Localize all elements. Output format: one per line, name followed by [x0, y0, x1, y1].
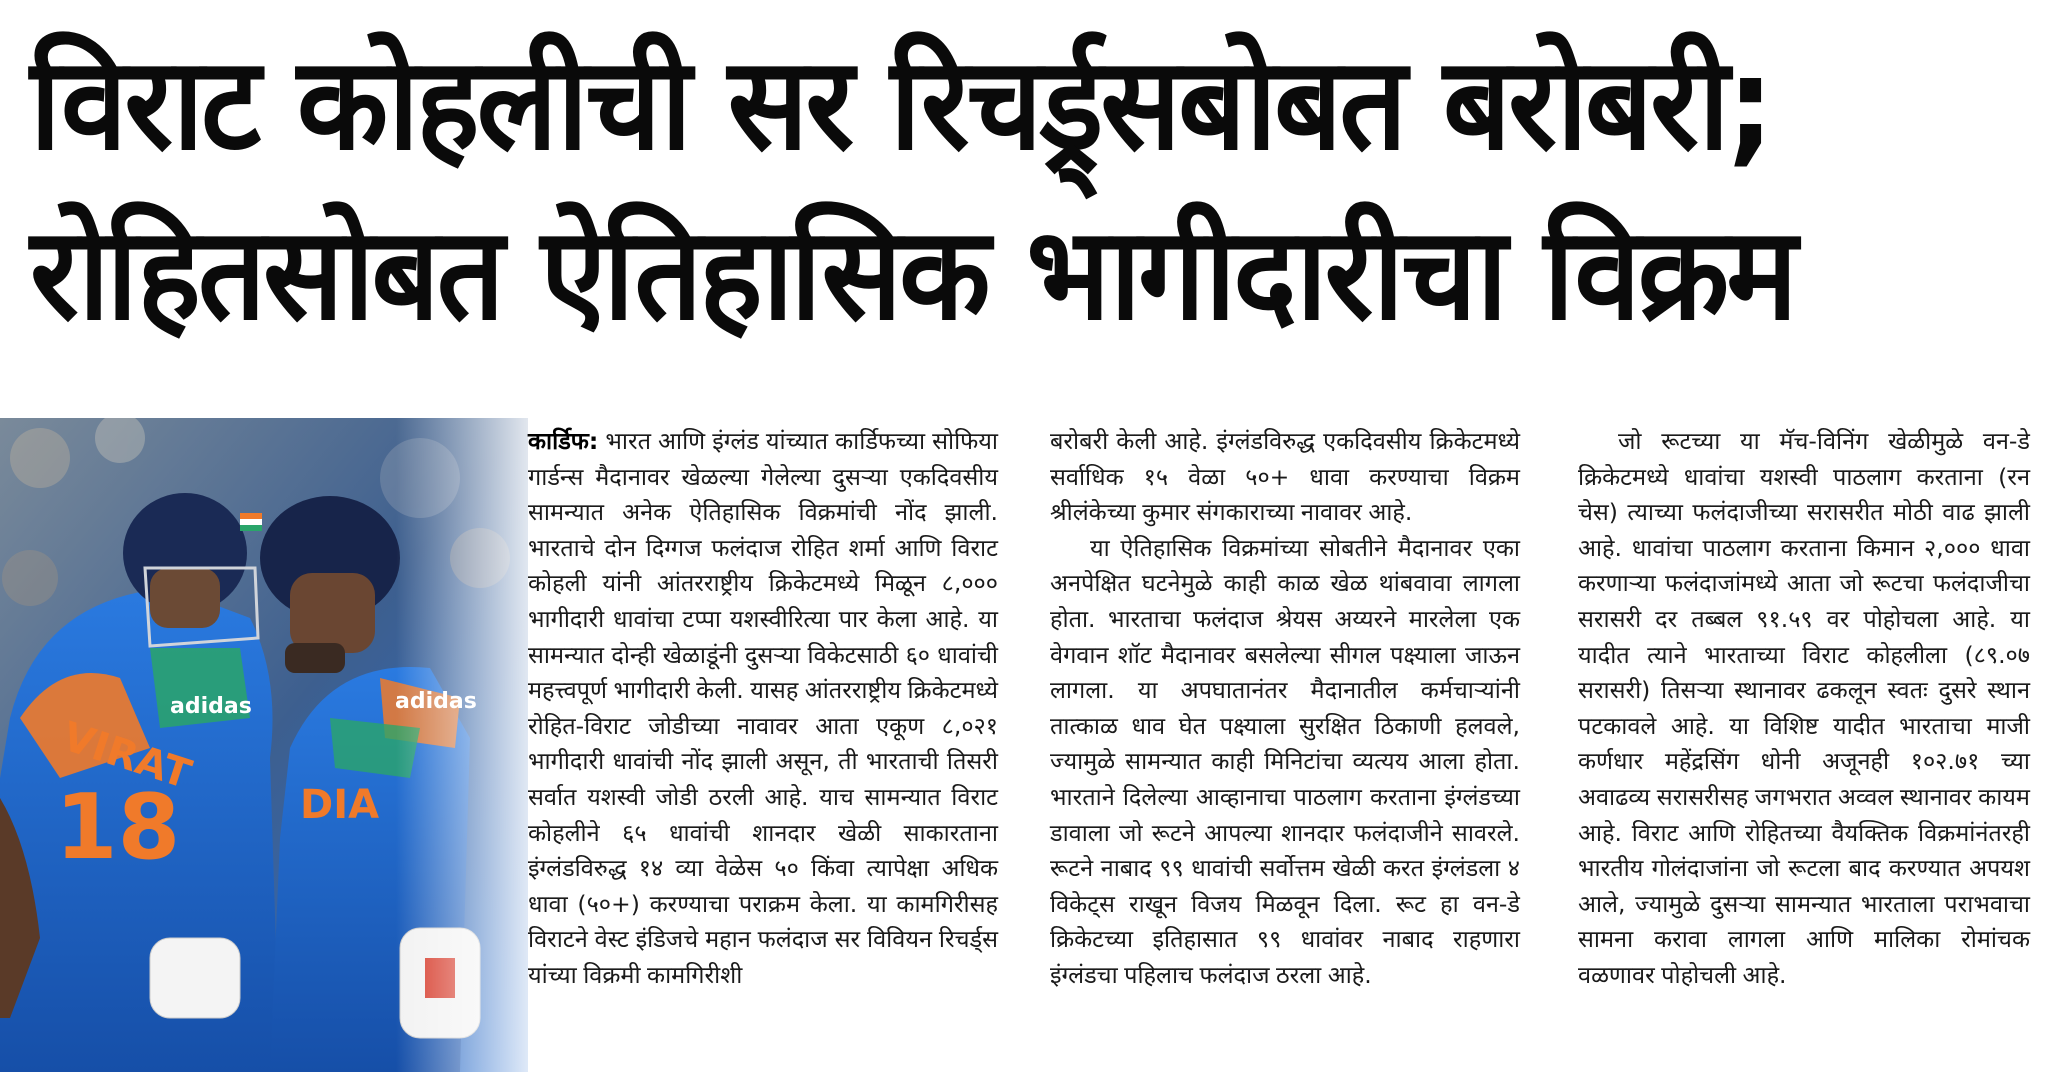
column-3-paragraph: जो रूटच्या या मॅच-विनिंग खेळीमुळे वन-डे क्रिकेटमध्ये धावांचा यशस्वी पाठलाग करताना (रन चेस) त्याच्या फलंदाजीच्या सरासरीत मोठी वाढ झाली आहे. धावांचा पाठलाग करताना किमान २,००० धावा करणाऱ्या फलंदाजांमध्ये आता जो रूटचा फलंदाजीचा सरासरी दर तब्बल ९१.५९ वर पोहोचला आहे. या यादीत त्याने भारताच्या विराट कोहलीला (८९.०७ सरासरी) तिसऱ्या स्थानावर ढकलून स्वतः दुसरे स्थान पटकावले आहे. या विशिष्ट यादीत भारताचा माजी कर्णधार महेंद्रसिंग धोनी अजूनही १०२.७१ च्या अवाढव्य सरासरीसह जगभरात अव्वल स्थानावर कायम आहे. विराट आणि रोहितच्या वैयक्तिक विक्रमांनंतरही भारतीय गोलंदाजांना जो रूटला बाद करण्यात अपयश आले, ज्यामुळे दुसऱ्या सामन्यात भारताला पराभवाचा सामना करावा लागला आणि मालिका रोमांचक वळणावर पोहोचली आहे. — [1578, 427, 2030, 989]
column-2-paragraph-2: या ऐतिहासिक विक्रमांच्या सोबतीने मैदानावर एका अनपेक्षित घटनेमुळे काही काळ खेळ थांबवावा लागला होता. भारताचा फलंदाज श्रेयस अय्यरने मारलेला एक वेगवान शॉट मैदानावर बसलेल्या सीगल पक्ष्याला जाऊन लागला. या अपघातानंतर मैदानातील कर्मचाऱ्यांनी तात्काळ धाव घेत पक्ष्याला सुरक्षित ठिकाणी हलवले, ज्यामुळे सामन्यात काही मिनिटांचा व्यत्यय आला होता. भारताने दिलेल्या आव्हानाचा पाठलाग करताना इंग्लंडच्या डावाला जो रूटने आपल्या शानदार फलंदाजीने सावरले. रूटने नाबाद ९९ धावांची सर्वोत्तम खेळी करत इंग्लंडला ४ विकेट्स राखून विजय मिळवून दिला. रूट हा वन-डे क्रिकेटच्या इतिहासात ९९ धावांवर नाबाद राहणारा इंग्लंडचा पहिलाच फलंदाज ठरला आहे. — [1050, 533, 1520, 989]
column-1-text: भारत आणि इंग्लंड यांच्यात कार्डिफच्या सोफिया गार्डन्स मैदानावर खेळल्या गेलेल्या दुसऱ्या एकदिवसीय सामन्यात अनेक ऐतिहासिक विक्रमांची नोंद झाली. भारताचे दोन दिग्गज फलंदाज रोहित शर्मा आणि विराट कोहली यांनी आंतरराष्ट्रीय क्रिकेटमध्ये मिळून ८,००० भागीदारी धावांचा टप्पा यशस्वीरित्या पार केला आहे. या सामन्यात दोन्ही खेळाडूंनी दुसऱ्या विकेटसाठी ६० धावांची महत्त्वपूर्ण भागीदारी केली. यासह आंतरराष्ट्रीय क्रिकेटमध्ये रोहित-विराट जोडीच्या नावावर आता एकूण ८,०२१ भागीदारी धावांची नोंद झाली असून, ती भारताची तिसरी सर्वात यशस्वी जोडी ठरली आहे. याच सामन्यात विराट कोहलीने ६५ धावांची शानदार खेळी साकारताना इंग्लंडविरुद्ध १४ व्या वेळेस ५० किंवा त्यापेक्षा अधिक धावा (५०+) करण्याचा पराक्रम केला. या कामगिरीसह विराटने वेस्ट इंडिजचे महान फलंदाज सर विवियन रिचर्ड्स यांच्या विक्रमी कामगिरीशी — [528, 427, 998, 989]
headline-line-1: विराट कोहलीची सर रिचर्ड्र्सबोबत बरोबरी; — [30, 30, 1772, 179]
article-column-3 — [1578, 424, 2030, 994]
article-column-2 — [1050, 424, 1520, 994]
article-paragraph — [528, 424, 998, 994]
article-column-1 — [528, 424, 998, 994]
dateline: कार्डिफ: — [528, 427, 599, 455]
column-2-paragraph-1: बरोबरी केली आहे. इंग्लंडविरुद्ध एकदिवसीय क्रिकेटमध्ये सर्वाधिक १५ वेळा ५०+ धावा करण्याचा विक्रम श्रीलंकेच्या कुमार संगकाराच्या नावावर आहे. — [1050, 427, 1520, 527]
article-photo-players — [0, 418, 528, 1072]
photo-edge-fade — [0, 418, 528, 1072]
headline-line-2: रोहितसोबत ऐतिहासिक भागीदारीचा विक्रम — [30, 200, 1795, 349]
